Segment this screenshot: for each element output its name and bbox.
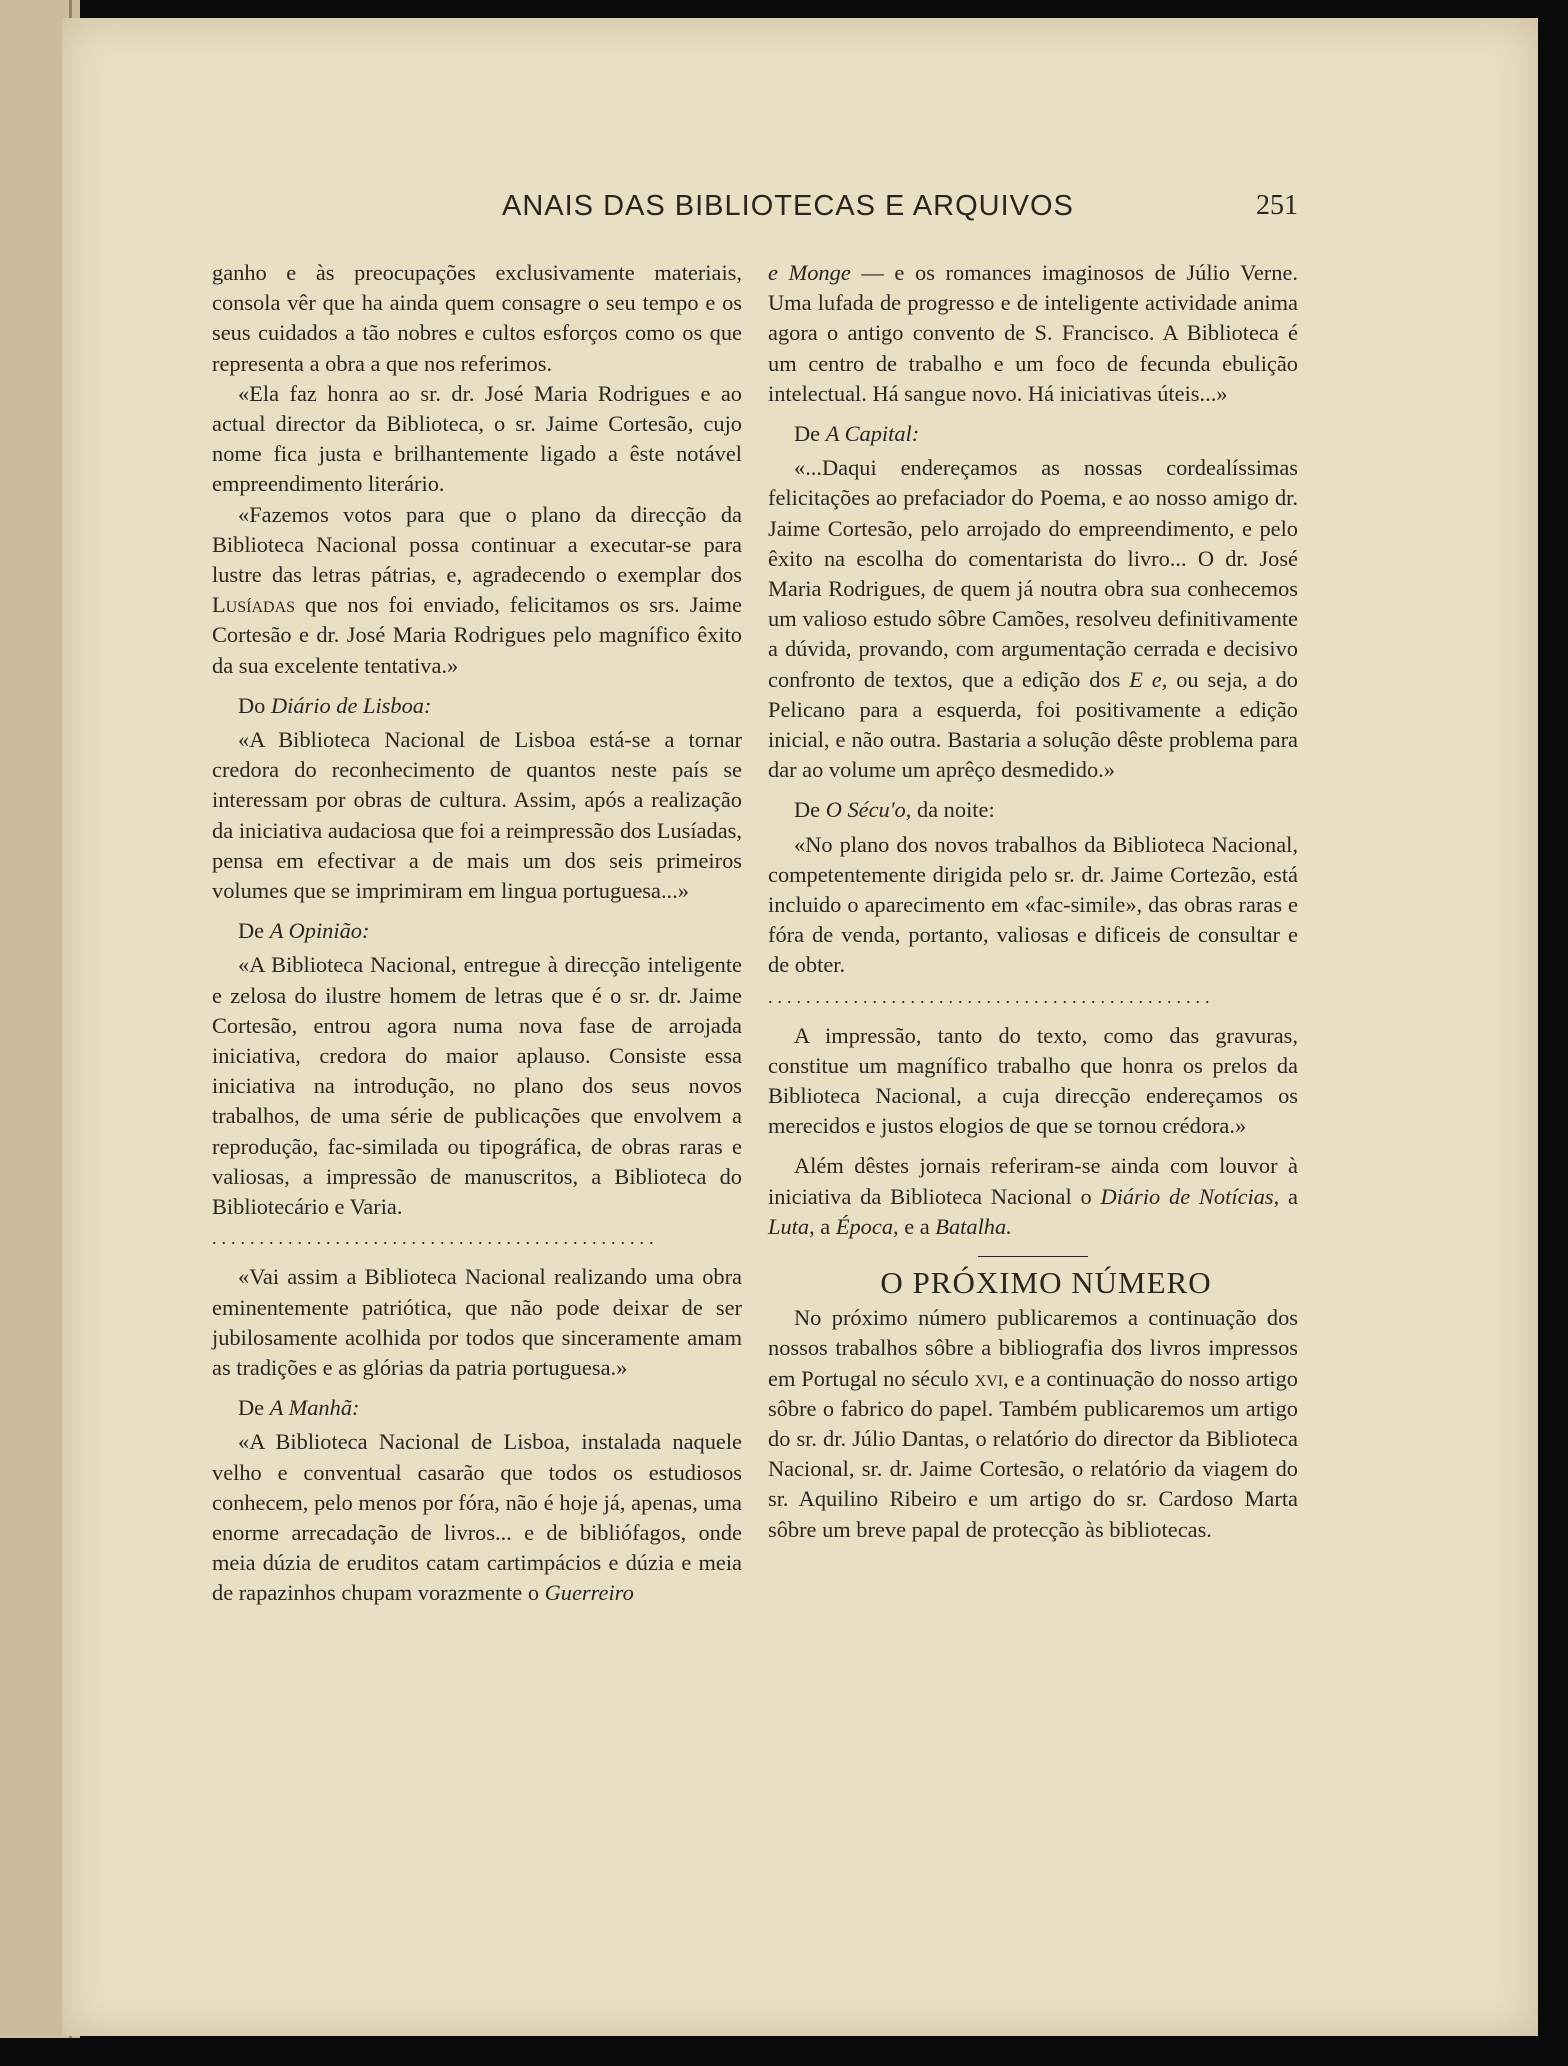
ellipsis-divider: ............................................... [212,1228,659,1249]
right-column [768,258,1298,1545]
section-heading: O PRÓXIMO NÚMERO [880,1265,1212,1301]
quote: «No plano dos novos trabalhos da Biblioteca Nacional, competentemente dirigida pelo sr. dr. Jaime Cortezão, está incluido o aparecimento em «fac-simile», das obras raras e fóra de venda, portanto, valiosas e dificeis de consultar e de obter. [768,831,1298,978]
paragraph: «Ela faz honra ao sr. dr. José Maria Rodrigues e ao actual director da Biblioteca, o sr. Jaime Cortesão, cujo nome fica justa e brilhantemente ligado a êste notável empreendimento literário. [212,380,742,497]
paragraph: No próximo número publicaremos a continuação dos nossos trabalhos sôbre a bibliografia dos livros impressos em Portugal no século xvi, e a continuação do nosso artigo sôbre o fabrico do papel. Também publicaremos um artigo do sr. dr. Júlio Dantas, o relatório do director da Biblioteca Nacional, sr. dr. Jaime Cortesão, o relatório da viagem do sr. Aquilino Ribeiro e um artigo do sr. Cardoso Marta sôbre um breve papal de protecção às bibliotecas. [768,1305,1298,1542]
quote: «...Daqui endereçamos as nossas cordealíssimas felicitações ao prefaciador do Poema, e ao nosso amigo dr. Jaime Cortesão, pelo arrojado do empreendimento, e pelo êxito na escolha do comentarista do livro... O dr. José Maria Rodrigues, de quem já noutra obra sua conhecemos um valioso estudo sôbre Camões, resolveu definitivamente a dúvida, provando, com argumentação cerrada e decisivo confronto de textos, que a edição dos E e, ou seja, a do Pelicano para a esquerda, foi positivamente a edição inicial, e não outra. Bastaria a solução dêste problema para dar ao volume um aprêço desmedido.» [768,455,1298,783]
quote: «A Biblioteca Nacional de Lisboa está-se a tornar credora do reconhecimento de quantos neste país se interessam por obras de cultura. Assim, após a realização da iniciativa audaciosa que foi a reimpressão dos Lusíadas, pensa em efectivar a de mais um dos seis primeiros volumes que se imprimiram em lingua portuguesa...» [212,727,742,904]
ellipsis-divider: ............................................... [768,986,1215,1007]
source-label: De A Opinião: [238,918,370,944]
quote: «A Biblioteca Nacional de Lisboa, instalada naquele velho e conventual casarão que todos os estudiosos conhecem, pelo menos por fóra, não é hoje já, apenas, uma enorme arrecadação de livros... e de bibliófagos, onde meia dúzia de eruditos catam cartimpácios e dúzia e meia de rapazinhos chupam vorazmente o Guerreiro [212,1429,742,1606]
source-label: Do Diário de Lisboa: [238,692,432,718]
page-sheet [62,18,1538,2036]
paragraph: Além dêstes jornais referiram-se ainda com louvor à iniciativa da Biblioteca Nacional o Diário de Notícias, a Luta, a Época, e a Batalha. [768,1153,1298,1239]
left-column [212,258,742,1609]
quote: «Vai assim a Biblioteca Nacional realizando uma obra eminentemente patriótica, que não pode deixar de ser jubilosamente acolhida por todos que sinceramente amam as tradições e as glórias da patria portuguesa.» [212,1264,742,1380]
source-label: De O Sécu'o, da noite: [794,797,995,823]
quote: A impressão, tanto do texto, como das gravuras, constitue um magnífico trabalho que honra os prelos da Biblioteca Nacional, a cuja direcção endereçamos os merecidos e justos elogios de que se tornou crédora.» [768,1022,1298,1139]
section-rule [978,1256,1088,1257]
paragraph: e Monge — e os romances imaginosos de Júlio Verne. Uma lufada de progresso e de inteligente actividade anima agora o antigo convento de S. Francisco. A Biblioteca é um centro de trabalho e um foco de fecunda ebulição intelectual. Há sangue novo. Há iniciativas úteis...» [768,260,1298,406]
running-title: ANAIS DAS BIBLIOTECAS E ARQUIVOS [502,190,1074,222]
source-label: De A Capital: [794,421,920,447]
page-number: 251 [1256,190,1298,221]
quote: «A Biblioteca Nacional, entregue à direcção inteligente e zelosa do ilustre homem de letras que é o sr. dr. Jaime Cortesão, entrou agora numa nova fase de arrojada iniciativa, credora do maior aplauso. Consiste essa iniciativa na introdução, no plano dos seus novos trabalhos, de uma série de publicações que envolvem a reprodução, fac-similada ou tipográfica, de obras raras e valiosas, a impressão de manuscritos, a Biblioteca do Bibliotecário e Varia. [212,952,742,1220]
paragraph: ganho e às preocupações exclusivamente materiais, consola vêr que ha ainda quem consagre o seu tempo e os seus cuidados a tão nobres e cultos esforços como os que representa a obra a que nos referimos. [212,260,742,376]
page-header [62,190,1538,236]
source-label: De A Manhã: [238,1395,360,1421]
paragraph: «Fazemos votos para que o plano da direcção da Biblioteca Nacional possa continuar a executar-se para lustre das letras pátrias, e, agradecendo o exemplar dos Lusíadas que nos foi enviado, felicitamos os srs. Jaime Cortesão e dr. José Maria Rodrigues pelo magnífico êxito da sua excelente tentativa.» [212,501,742,678]
